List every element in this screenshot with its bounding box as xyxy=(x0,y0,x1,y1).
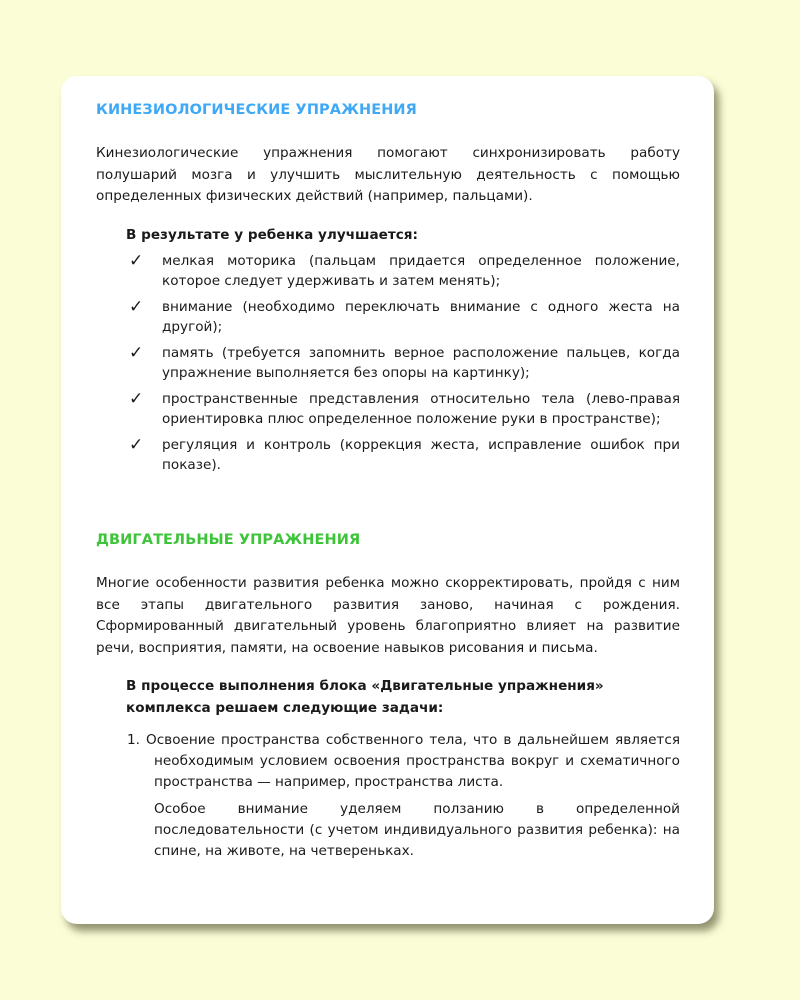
list-item xyxy=(96,252,680,291)
task-list xyxy=(96,730,680,862)
list-item xyxy=(96,298,680,337)
checkmark-icon: ✓ xyxy=(129,343,144,363)
list-item-text: регуляция и контроль (коррекция жеста, исправление ошибок при показе). xyxy=(162,437,680,473)
list-item xyxy=(96,390,680,429)
checkmark-icon: ✓ xyxy=(129,251,144,271)
list-item xyxy=(96,344,680,383)
section-title-kinesiology: КИНЕЗИОЛОГИЧЕСКИЕ УПРАЖНЕНИЯ xyxy=(96,102,417,118)
task-item: 1. Освоение пространства собственного тела, что в дальнейшем является необходимым условием освоения пространства вокруг и схематичного пространства — например, пространства листа. xyxy=(127,732,680,790)
task-note: Особое внимание уделяем ползанию в определенной последовательности (с учетом индивидуального развития ребенка): на спине, на животе, на четвереньках. xyxy=(154,801,680,859)
list-item-text: память (требуется запомнить верное расположение пальцев, когда упражнение выполняется без опоры на картинку); xyxy=(162,345,680,381)
kinesiology-subheading: В результате у ребенка улучшается: xyxy=(126,226,418,243)
list-item-text: внимание (необходимо переключать внимание с одного жеста на другой); xyxy=(162,299,680,335)
motor-intro: Многие особенности развития ребенка можно скорректировать, пройдя с ним все этапы двигательного развития заново, начиная с рождения. Сформированный двигательный уровень благоприятно влияет на развитие речи, восприятия, памяти, на освоение навыков рисования и письма. xyxy=(96,575,680,656)
checkmark-icon: ✓ xyxy=(129,435,144,455)
checkmark-icon: ✓ xyxy=(129,389,144,409)
list-item xyxy=(96,436,680,475)
motor-subheading: В процессе выполнения блока «Двигательные упражнения» комплекса решаем следующие задачи: xyxy=(126,678,604,716)
list-item-text: пространственные представления относительно тела (лево-правая ориентировка плюс определенное положение руки в пространстве); xyxy=(162,391,680,427)
checkmark-icon: ✓ xyxy=(129,297,144,317)
improvement-list xyxy=(96,252,680,475)
list-item-text: мелкая моторика (пальцам придается определенное положение, которое следует удерживать и затем менять); xyxy=(162,253,680,289)
kinesiology-intro: Кинезиологические упражнения помогают синхронизировать работу полушарий мозга и улучшить мыслительную деятельность с помощью определенных физических действий (например, пальцами). xyxy=(96,145,680,204)
page-card xyxy=(61,76,714,924)
section-title-motor: ДВИГАТЕЛЬНЫЕ УПРАЖНЕНИЯ xyxy=(96,532,361,548)
